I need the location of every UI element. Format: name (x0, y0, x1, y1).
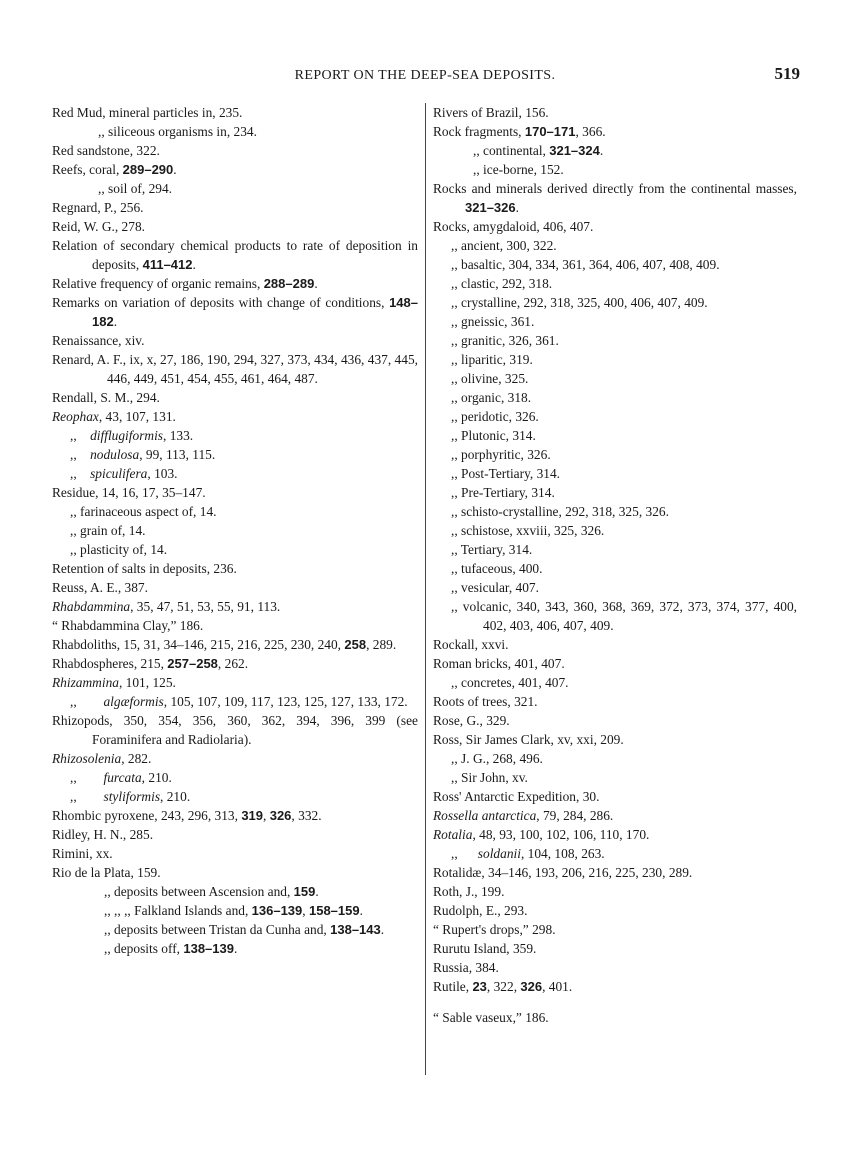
column-divider (425, 103, 426, 1075)
index-entry: Rock fragments, 170–171, 366. (433, 124, 606, 139)
index-entry: Ross, Sir James Clark, xv, xxi, 209. (433, 732, 624, 747)
index-subentry: ,, styliformis, 210. (70, 789, 191, 804)
index-subentry: ,, liparitic, 319. (451, 352, 533, 367)
index-subentry: ,, Post-Tertiary, 314. (451, 466, 561, 481)
index-entry: Roth, J., 199. (433, 884, 505, 899)
index-entry: Rotalidæ, 34–146, 193, 206, 216, 225, 230, 289. (433, 865, 693, 880)
index-entry: Rotalia, 48, 93, 100, 102, 106, 110, 170. (433, 827, 650, 842)
index-subentry: ,, siliceous organisms in, 234. (98, 124, 257, 139)
index-entry: Russia, 384. (433, 960, 499, 975)
index-subentry: ,, Pre-Tertiary, 314. (451, 485, 555, 500)
index-entry: Remarks on variation of deposits with change of conditions, 148–182. (52, 295, 418, 329)
index-subentry: ,, spiculifera, 103. (70, 466, 178, 481)
index-entry: Rutile, 23, 322, 326, 401. (433, 979, 573, 994)
index-subentry: ,, deposits between Ascension and, 159. (104, 884, 319, 899)
running-header (50, 64, 800, 88)
index-entry: Reophax, 43, 107, 131. (52, 409, 176, 424)
index-entry: Red Mud, mineral particles in, 235. (52, 105, 243, 120)
index-entry: Rhizosolenia, 282. (52, 751, 152, 766)
index-entry: “ Sable vaseux,” 186. (433, 1010, 549, 1025)
index-entry: “ Rupert's drops,” 298. (433, 922, 556, 937)
index-subentry: ,, organic, 318. (451, 390, 532, 405)
index-subentry: ,, peridotic, 326. (451, 409, 539, 424)
index-entry: Rhabdoliths, 15, 31, 34–146, 215, 216, 225, 230, 240, 258, 289. (52, 637, 397, 652)
index-entry: Rurutu Island, 359. (433, 941, 537, 956)
index-subentry: ,, Sir John, xv. (451, 770, 528, 785)
index-entry: Rendall, S. M., 294. (52, 390, 160, 405)
index-entry: “ Rhabdammina Clay,” 186. (52, 618, 204, 633)
index-subentry: ,, soldanii, 104, 108, 263. (451, 846, 605, 861)
index-subentry: ,, grain of, 14. (70, 523, 146, 538)
index-subentry: ,, clastic, 292, 318. (451, 276, 553, 291)
index-entry: Rio de la Plata, 159. (52, 865, 161, 880)
section-gap (433, 996, 797, 1008)
index-entry: Rose, G., 329. (433, 713, 510, 728)
index-column-right (433, 103, 797, 1027)
index-subentry: ,, deposits off, 138–139. (104, 941, 238, 956)
index-entry: Regnard, P., 256. (52, 200, 144, 215)
index-entry: Rhombic pyroxene, 243, 296, 313, 319, 326, 332. (52, 808, 322, 823)
index-subentry: ,, vesicular, 407. (451, 580, 539, 595)
index-entry: Reid, W. G., 278. (52, 219, 145, 234)
index-subentry: ,, ,, ,, Falkland Islands and, 136–139, 158–159. (104, 903, 363, 918)
index-subentry: ,, ice-borne, 152. (473, 162, 564, 177)
index-subentry: ,, furcata, 210. (70, 770, 172, 785)
index-entry: Rhabdospheres, 215, 257–258, 262. (52, 656, 249, 671)
index-subentry: ,, ancient, 300, 322. (451, 238, 557, 253)
index-subentry: ,, porphyritic, 326. (451, 447, 551, 462)
index-subentry: ,, nodulosa, 99, 113, 115. (70, 447, 216, 462)
index-subentry: ,, granitic, 326, 361. (451, 333, 559, 348)
index-entry: Rocks and minerals derived directly from the continental masses, 321–326. (433, 181, 797, 215)
index-subentry: ,, soil of, 294. (98, 181, 173, 196)
index-subentry: ,, algæformis, 105, 107, 109, 117, 123, 125, 127, 133, 172. (70, 694, 408, 709)
index-subentry: ,, tufaceous, 400. (451, 561, 543, 576)
index-entry: Renard, A. F., ix, x, 27, 186, 190, 294, 327, 373, 434, 436, 437, 445, 446, 449, 451, 454, 455, 461, 464, 487. (52, 352, 418, 386)
page-number: 519 (774, 64, 800, 83)
index-entry: Relation of secondary chemical products to rate of deposition in deposits, 411–412. (52, 238, 418, 272)
index-entry: Roots of trees, 321. (433, 694, 538, 709)
index-subentry: ,, Tertiary, 314. (451, 542, 533, 557)
index-column-left (52, 103, 418, 958)
index-entry: Rimini, xx. (52, 846, 113, 861)
index-subentry: ,, continental, 321–324. (473, 143, 604, 158)
index-entry: Rhizammina, 101, 125. (52, 675, 176, 690)
index-entry: Ridley, H. N., 285. (52, 827, 154, 842)
index-subentry: ,, Plutonic, 314. (451, 428, 536, 443)
index-subentry: ,, difflugiformis, 133. (70, 428, 194, 443)
index-subentry: ,, concretes, 401, 407. (451, 675, 569, 690)
index-entry: Renaissance, xiv. (52, 333, 145, 348)
index-subentry: ,, olivine, 325. (451, 371, 529, 386)
index-subentry: ,, schisto-crystalline, 292, 318, 325, 326. (451, 504, 669, 519)
index-subentry: ,, volcanic, 340, 343, 360, 368, 369, 372, 373, 374, 377, 400, 402, 403, 406, 407, 409. (451, 599, 797, 633)
index-entry: Relative frequency of organic remains, 288–289. (52, 276, 318, 291)
index-entry: Red sandstone, 322. (52, 143, 160, 158)
index-entry: Ross' Antarctic Expedition, 30. (433, 789, 600, 804)
index-subentry: ,, basaltic, 304, 334, 361, 364, 406, 407, 408, 409. (451, 257, 720, 272)
index-subentry: ,, schistose, xxviii, 325, 326. (451, 523, 605, 538)
index-entry: Reuss, A. E., 387. (52, 580, 148, 595)
index-subentry: ,, farinaceous aspect of, 14. (70, 504, 217, 519)
index-entry: Rudolph, E., 293. (433, 903, 528, 918)
index-entry: Rhizopods, 350, 354, 356, 360, 362, 394, 396, 399 (see Foraminifera and Radiolaria). (52, 713, 418, 747)
page-title: REPORT ON THE DEEP-SEA DEPOSITS. (294, 68, 556, 83)
index-subentry: ,, plasticity of, 14. (70, 542, 168, 557)
index-subentry: ,, deposits between Tristan da Cunha and, 138–143. (104, 922, 385, 937)
index-subentry: ,, gneissic, 361. (451, 314, 535, 329)
index-entry: Rossella antarctica, 79, 284, 286. (433, 808, 614, 823)
index-entry: Rivers of Brazil, 156. (433, 105, 549, 120)
index-entry: Rocks, amygdaloid, 406, 407. (433, 219, 594, 234)
index-subentry: ,, J. G., 268, 496. (451, 751, 543, 766)
index-entry: Roman bricks, 401, 407. (433, 656, 565, 671)
index-entry: Rockall, xxvi. (433, 637, 509, 652)
index-entry: Rhabdammina, 35, 47, 51, 53, 55, 91, 113. (52, 599, 281, 614)
index-subentry: ,, crystalline, 292, 318, 325, 400, 406, 407, 409. (451, 295, 708, 310)
index-entry: Residue, 14, 16, 17, 35–147. (52, 485, 206, 500)
index-entry: Reefs, coral, 289–290. (52, 162, 177, 177)
index-entry: Retention of salts in deposits, 236. (52, 561, 237, 576)
